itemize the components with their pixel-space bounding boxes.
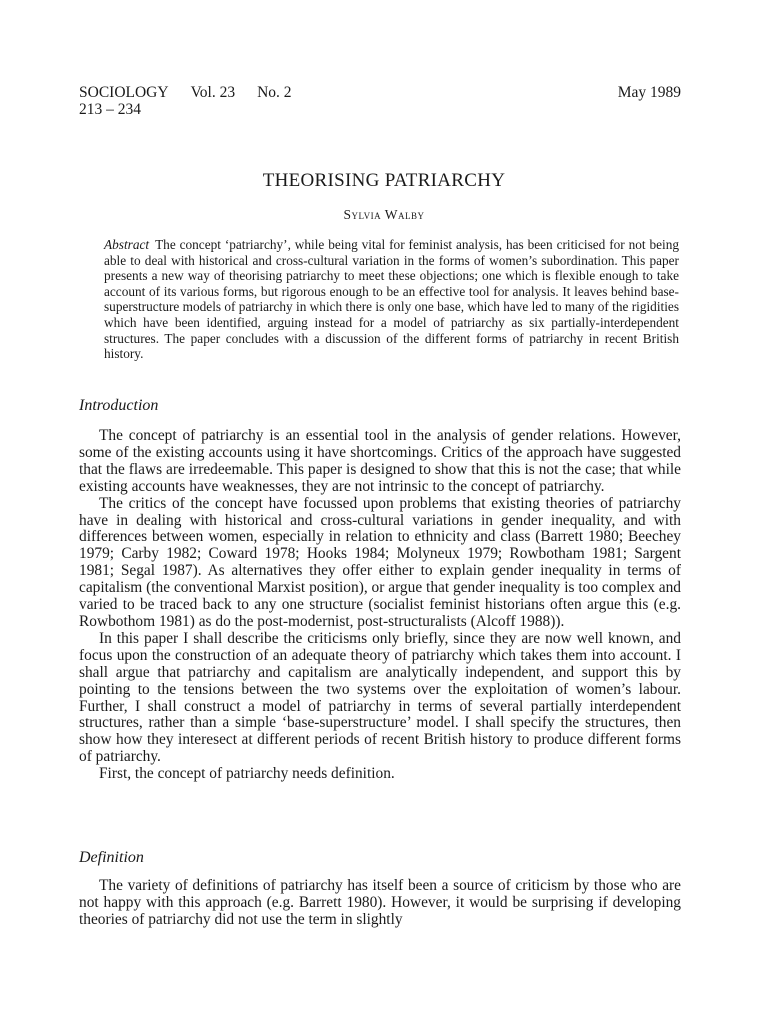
paragraph: The variety of definitions of patriarchy has itself been a source of criticism by those who are not happy with this approach (e.g. Barrett 1980). However, it would be surprising if developing theories of patriarchy did not use the term in slightly: [79, 877, 681, 928]
paragraph: The concept of patriarchy is an essential tool in the analysis of gender relations. However, some of the existing accounts using it have shortcomings. Critics of the approach have suggested that the flaws are irredeemable. This paper is designed to show that this is not the case; that while existing accounts have weaknesses, they are not intrinsic to the concept of patriarchy.: [79, 427, 681, 495]
article-author: Sylvia Walby: [343, 207, 425, 222]
section-heading-definition: Definition: [79, 849, 144, 866]
paragraph: First, the concept of patriarchy needs definition.: [99, 765, 395, 783]
journal-info: [79, 84, 314, 101]
abstract-label: Abstract: [104, 237, 150, 252]
section-heading-introduction: Introduction: [79, 397, 159, 414]
page-range: 213 – 234: [79, 101, 141, 118]
paragraph: In this paper I shall describe the criticisms only briefly, since they are now well known, and focus upon the construction of an adequate theory of patriarchy which takes them into account. I shall argue that patriarchy and capitalism are analytically independent, and support this by pointing to the tensions between the two systems over the exploitation of women’s labour. Further, I shall construct a model of patriarchy in terms of several partially interdependent structures, rather than a simple ‘base-superstructure’ model. I shall specify the structures, then show how they interesect at different periods of recent British history to produce different forms of patriarchy.: [79, 629, 681, 766]
abstract-text: The concept ‘patriarchy’, while being vital for feminist analysis, has been criticised for not being able to deal with historical and cross-cultural variation in the forms of women’s subordination. This paper presents a new way of theorising patriarchy to meet these objections; one which is flexible enough to take account of its various forms, but rigorous enough to be an effective tool for analysis. It leaves behind base-superstructure models of patriarchy in which there is only one base, which have led to many of the rigidities which have been identified, arguing instead for a model of patriarchy as six partially-interdependent structures. The paper concludes with a discussion of the different forms of patriarchy in recent British history.: [104, 237, 679, 362]
definition-body: [79, 878, 681, 929]
paragraph: The critics of the concept have focussed upon problems that existing theories of patriarchy have in dealing with historical and cross-cultural variations in gender inequality, and with differences between women, especially in relation to ethnicity and class (Barrett 1980; Beechey 1979; Carby 1982; Coward 1978; Hooks 1984; Molyneux 1979; Rowbotham 1981; Sargent 1981; Segal 1987). As alternatives they offer either to explain gender inequality in terms of capitalism (the conventional Marxist position), or argue that gender inequality is too complex and varied to be traced back to any one structure (socialist feminist historians often argue this (e.g. Rowbothom 1981) as do the post-modernist, post-structuralists (Alcoff 1988)).: [79, 494, 681, 630]
running-header: [79, 84, 681, 118]
introduction-body: [79, 428, 681, 783]
publication-date: May 1989: [617, 84, 681, 101]
abstract: [104, 237, 679, 362]
journal-volume: Vol. 23: [190, 84, 236, 101]
journal-name: SOCIOLOGY: [79, 84, 169, 101]
article-title: THEORISING PATRIARCHY: [262, 170, 506, 191]
journal-number: No. 2: [257, 84, 292, 101]
